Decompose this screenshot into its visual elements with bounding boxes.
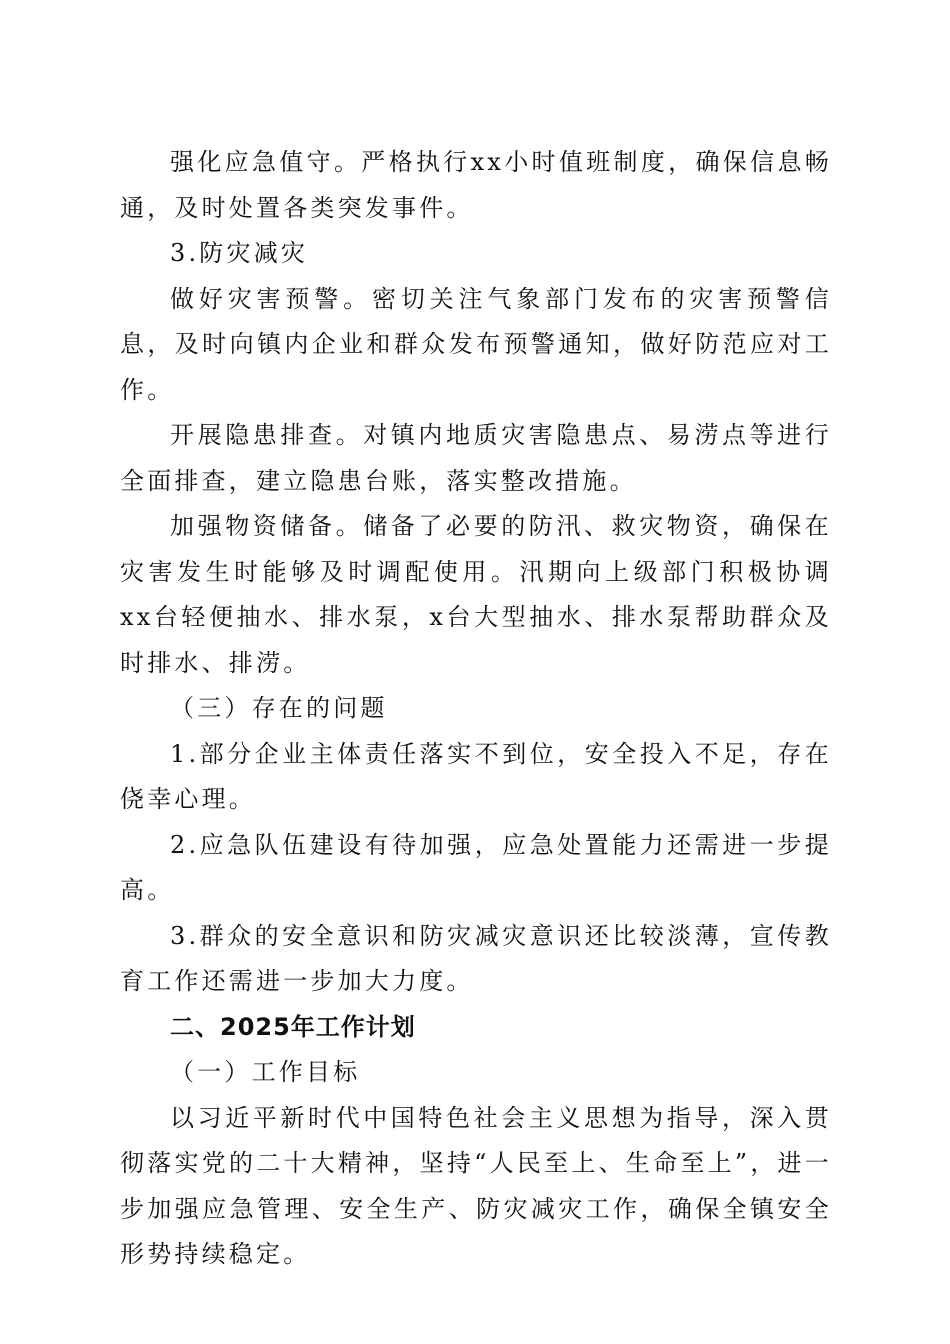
section-title-disaster-prevention: 3.防灾减灾	[170, 239, 309, 267]
heading-existing-problems: （三）存在的问题	[170, 694, 388, 722]
problem-item-3: 3.群众的安全意识和防灾减灾意识还比较淡薄，宣传教育工作还需进一步加大力度。	[120, 921, 832, 995]
paragraph-emergency-duty: 强化应急值守。严格执行xx小时值班制度，确保信息畅通，及时处置各类突发事件。	[120, 148, 832, 222]
paragraph-material-reserve: 加强物资储备。储备了必要的防汛、救灾物资，确保在灾害发生时能够及时调配使用。汛期向上级部门积极协调xx台轻便抽水、排水泵，x台大型抽水、排水泵帮助群众及时排水、排涝。	[120, 512, 832, 677]
paragraph-hazard-inspection: 开展隐患排查。对镇内地质灾害隐患点、易涝点等进行全面排查，建立隐患台账，落实整改措施。	[120, 421, 832, 495]
heading-work-goals: （一）工作目标	[170, 1058, 361, 1086]
problem-item-2: 2.应急队伍建设有待加强，应急处置能力还需进一步提高。	[120, 830, 832, 904]
document-body	[120, 140, 832, 1278]
paragraph-work-goals: 以习近平新时代中国特色社会主义思想为指导，深入贯彻落实党的二十大精神，坚持“人民至上、生命至上”，进一步加强应急管理、安全生产、防灾减灾工作，确保全镇安全形势持续稳定。	[120, 1103, 832, 1268]
paragraph-disaster-warning: 做好灾害预警。密切关注气象部门发布的灾害预警信息，及时向镇内企业和群众发布预警通知，做好防范应对工作。	[120, 284, 832, 404]
heading-work-plan: 二、2025年工作计划	[170, 1012, 416, 1041]
problem-item-1: 1.部分企业主体责任落实不到位，安全投入不足，存在侥幸心理。	[120, 739, 832, 813]
